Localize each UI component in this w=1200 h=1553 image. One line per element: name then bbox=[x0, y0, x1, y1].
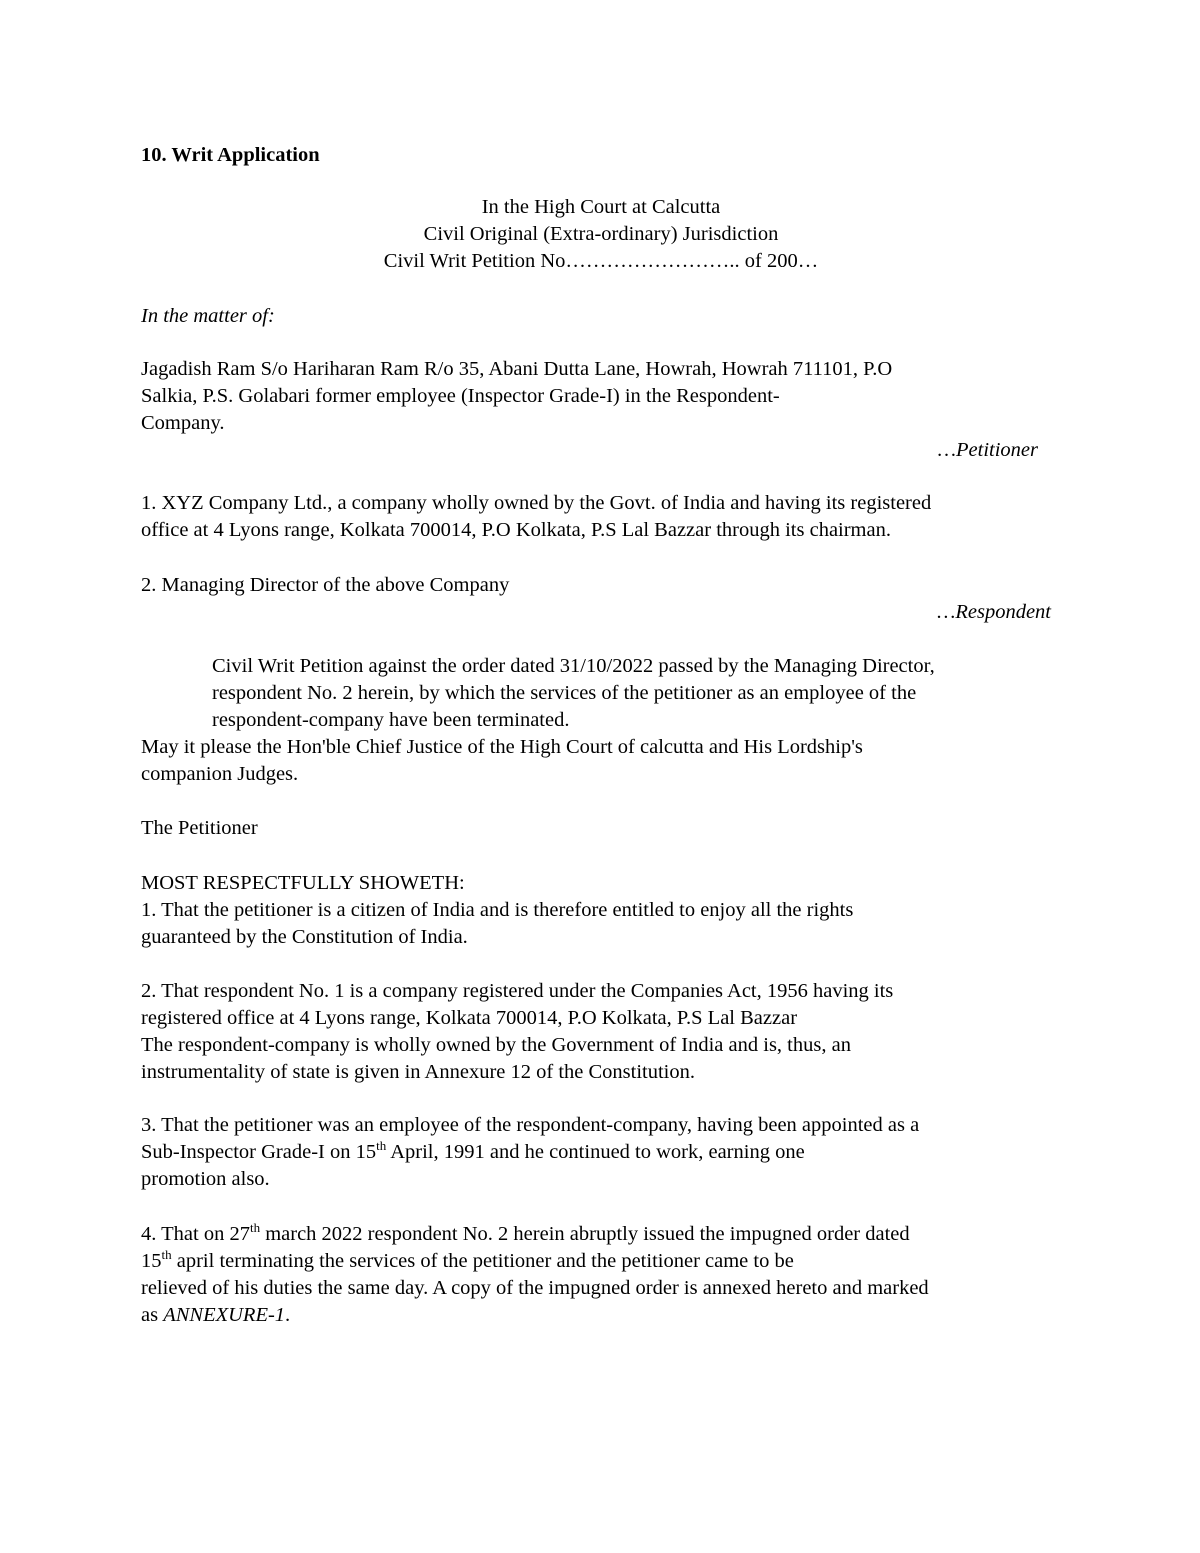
para-4-line: as ANNEXURE-1. bbox=[141, 1304, 291, 1326]
matter-label: In the matter of: bbox=[141, 305, 275, 327]
respondent-2: 2. Managing Director of the above Company bbox=[141, 574, 510, 596]
para-1-line: 1. That the petitioner is a citizen of India and is therefore entitled to enjoy all the rights bbox=[141, 899, 854, 921]
para-2-line: instrumentality of state is given in Annexure 12 of the Constitution. bbox=[141, 1061, 696, 1083]
para-4-line: relieved of his duties the same day. A copy of the impugned order is annexed hereto and marked bbox=[141, 1277, 929, 1299]
para-2-line: The respondent-company is wholly owned by the Government of India and is, thus, an bbox=[141, 1034, 851, 1056]
para-2-line: 2. That respondent No. 1 is a company registered under the Companies Act, 1956 having its bbox=[141, 980, 894, 1002]
petition-description-line: Civil Writ Petition against the order dated 31/10/2022 passed by the Managing Director, bbox=[212, 655, 935, 677]
court-header bbox=[141, 194, 1061, 275]
petitioner-details bbox=[141, 356, 1071, 437]
para-1-line: guaranteed by the Constitution of India. bbox=[141, 926, 468, 948]
document-heading: 10. Writ Application bbox=[141, 144, 320, 166]
petitioner-line: Salkia, P.S. Golabari former employee (Inspector Grade-I) in the Respondent- bbox=[141, 385, 780, 407]
paragraph-2 bbox=[141, 978, 1071, 1086]
para-4-line: 4. That on 27th march 2022 respondent No. 2 herein abruptly issued the impugned order dated bbox=[141, 1220, 910, 1245]
prayer-opening bbox=[141, 734, 1071, 788]
petition-description bbox=[212, 653, 1142, 734]
court-name: In the High Court at Calcutta bbox=[481, 196, 721, 218]
respondent-role: …Respondent bbox=[937, 601, 1051, 623]
para-3-line: Sub-Inspector Grade-I on 15th April, 1991 and he continued to work, earning one bbox=[141, 1138, 805, 1163]
respondent-1-line: 1. XYZ Company Ltd., a company wholly owned by the Govt. of India and having its registered bbox=[141, 492, 932, 514]
annexure-reference: ANNEXURE-1 bbox=[163, 1304, 286, 1326]
petition-description-line: respondent No. 2 herein, by which the services of the petitioner as an employee of the bbox=[212, 682, 917, 704]
para-3-line: 3. That the petitioner was an employee of the respondent-company, having been appointed as a bbox=[141, 1114, 920, 1136]
paragraph-4 bbox=[141, 1221, 1071, 1329]
petitioner-role: …Petitioner bbox=[937, 439, 1038, 461]
the-petitioner-label: The Petitioner bbox=[141, 817, 258, 839]
showeth-heading: MOST RESPECTFULLY SHOWETH: bbox=[141, 872, 465, 894]
prayer-line: May it please the Hon'ble Chief Justice of the High Court of calcutta and His Lordship's bbox=[141, 736, 863, 758]
respondent-1 bbox=[141, 490, 1071, 544]
respondent-1-line: office at 4 Lyons range, Kolkata 700014, P.O Kolkata, P.S Lal Bazzar through its chairman. bbox=[141, 519, 891, 541]
showeth-section bbox=[141, 870, 1071, 951]
petitioner-line: Company. bbox=[141, 412, 225, 434]
para-4-line: 15th april terminating the services of the petitioner and the petitioner came to be bbox=[141, 1247, 794, 1272]
prayer-line: companion Judges. bbox=[141, 763, 299, 785]
court-jurisdiction: Civil Original (Extra-ordinary) Jurisdiction bbox=[423, 223, 779, 245]
para-2-line: registered office at 4 Lyons range, Kolkata 700014, P.O Kolkata, P.S Lal Bazzar bbox=[141, 1007, 798, 1029]
petitioner-line: Jagadish Ram S/o Hariharan Ram R/o 35, Abani Dutta Lane, Howrah, Howrah 711101, P.O bbox=[141, 358, 893, 380]
para-3-line: promotion also. bbox=[141, 1168, 270, 1190]
paragraph-3 bbox=[141, 1112, 1071, 1193]
petition-description-line: respondent-company have been terminated. bbox=[212, 709, 570, 731]
petition-number: Civil Writ Petition No…………………….. of 200… bbox=[383, 250, 819, 272]
